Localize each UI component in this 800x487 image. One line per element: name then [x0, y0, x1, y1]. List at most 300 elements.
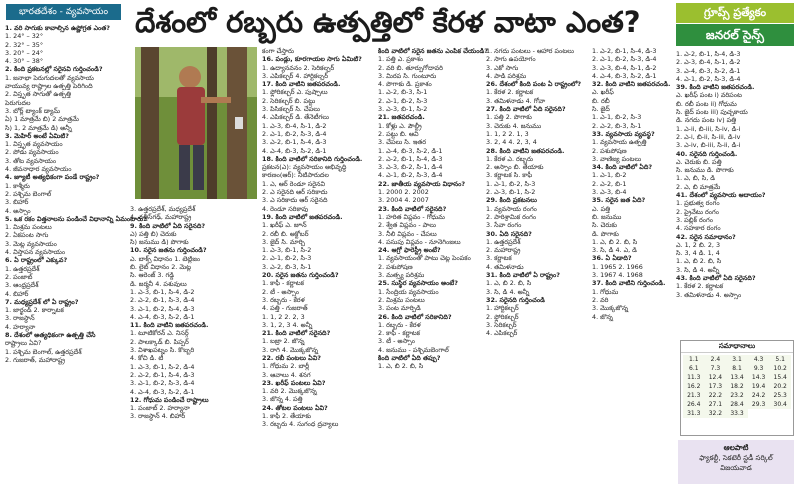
answer-cell: 6.1 [683, 364, 705, 373]
answer-cell: 20.2 [769, 382, 791, 391]
option-line: 4. ఎ-1, బి-2, సి-3, డి-4 [378, 171, 443, 180]
answer-cell: 22.2 [705, 391, 727, 400]
option-line: 1. ఎ, బి 2. బి, సి [676, 257, 722, 266]
option-line: 3. కర్ణాటక సి. కాఫీ [486, 171, 533, 180]
question-line: 39. కింది వాటిని జతపరచండి. [676, 83, 755, 92]
answer-cell: 29.3 [748, 400, 770, 409]
option-line: 4. తమిళనాడు [486, 262, 524, 271]
answer-cell: 11.3 [683, 373, 705, 382]
option-line: 1. ఎ-ii, బి-iii, సి-iv, డి-i [676, 124, 741, 133]
option-line: 2. వరి [592, 295, 609, 304]
option-line: పెరుగుదల [5, 98, 31, 107]
option-line: 2. రబీ బి. అక్టోబర్ [262, 229, 309, 238]
option-line: 2. పంజాబ్ [5, 272, 33, 281]
column-4 [378, 47, 486, 483]
answer-cell: 21.3 [683, 391, 705, 400]
option-line: కంగా చేస్తారు [262, 47, 294, 55]
answer-cell: 10.2 [769, 364, 791, 373]
option-line: ఏ) 1 మాత్రమే బి) 2 మాత్రమే [5, 115, 79, 124]
question-line: 30. ఏది సరైనది? [486, 229, 532, 238]
option-line: 1. కేరళ 2. కర్ణాటక [486, 88, 534, 97]
question-line: 37. కింది వాటిని గుర్తించండి. [592, 279, 666, 288]
column-6 [592, 47, 672, 483]
option-line: 3. నీలి విప్లవం - చేపలు [378, 229, 437, 238]
question-line: 2. కింది ప్రకటనల్లో సరైనవి గుర్తించండి? [5, 65, 103, 74]
option-line: 3. మిరప సి. గుంటూరు [378, 71, 437, 80]
option-line: 2. పారిశ్రామిక రంగం [486, 212, 537, 221]
option-line: 3. రబ్బరు - కేరళ [262, 295, 305, 304]
option-line: 3. విశాఖపట్నం సి. కొబ్బరి [130, 346, 195, 355]
option-line: బి. రబీ [592, 96, 610, 105]
option-line: 1. ఎ-3, బి-1, సి-4, డి-2 [130, 287, 195, 296]
option-line: 1. హరిత విప్లవం - గోధుమ [378, 212, 445, 221]
option-line: 1. నగదు పంటలు - ఆహార పంటలు [486, 47, 574, 55]
option-line: 1. 2000 2. 2002 [378, 188, 429, 197]
option-line: 2. కాఫీ - కర్ణాటక [378, 329, 420, 338]
question-line: 11. కింది వాటిని జతపరచండి. [130, 321, 209, 330]
answer-cell: 15.4 [769, 373, 791, 382]
option-line: 4. జీవనాధార వ్యవసాయం [5, 165, 72, 174]
question-line: 21. కింది వాటిలో సరైనది? [262, 329, 331, 338]
option-line: 3. తోట వ్యవసాయం [5, 156, 57, 165]
option-line: 2. సాగు ఉపయోగం [486, 55, 536, 64]
option-line: 1. వ్యవసాయ ఉత్పత్తి [592, 138, 647, 147]
headline: దేశంలో రబ్బరు ఉత్పత్తిలో కేరళ వాటా ఎంత? [135, 5, 641, 39]
option-line: 1. గోధుమ 2. బార్లీ [262, 362, 310, 371]
option-line: సి. చెరుకు [592, 221, 617, 230]
option-line: 2. టీ - అస్సాం [262, 287, 299, 296]
option-line: 1. విస్తృత వ్యవసాయం [5, 140, 63, 149]
option-line: 1. కేరళ ఎ. రబ్బరు [486, 154, 533, 163]
option-line: 2. ఎ-2, బి-1, సి-4, డి-3 [130, 370, 195, 379]
option-line: 3. కర్ణాటక [486, 254, 512, 263]
option-line: 3. ఎకో సాగు [486, 63, 519, 72]
option-line: 2. విస్తృత సాగుతో ఉత్పత్తి [5, 90, 71, 99]
question-line: 5. ఒక రకం విత్తనాలను పండించే విధానాన్ని ఏమంటారు? [5, 214, 147, 223]
option-line: 1. ఎ-4, బి-3, సి-2, డి-1 [378, 146, 443, 155]
option-line: 3. బిహార్ [5, 198, 29, 207]
option-line: సి. జైద్ [592, 105, 610, 114]
option-line: 1. ఎ, ఆర్ రెండూ సరైనవి [262, 179, 326, 188]
option-line: 1. పత్తి 2. పొగాకు [486, 113, 532, 122]
answer-grid [681, 353, 793, 420]
option-line: 2. శ్వేత విప్లవం - పాలు [378, 221, 437, 230]
option-line: సి) జనుము డి) పొగాకు [130, 238, 189, 247]
option-line: 3. ఎ-iv, బి-iii, సి-ii, డి-i [676, 141, 741, 150]
option-line: 3. ఎ-1, బి-2, సి-3, డి-4 [130, 379, 195, 388]
question-line: 16. పండ్లు, కూరగాయల సాగు ఏమిటి? [262, 55, 362, 64]
question-line: 31. కింది వాటిలో ఏ రాష్ట్రం? [486, 271, 560, 280]
option-line: డి. జర్మనీ 4. పశువులు [130, 279, 187, 288]
question-line: 4. జ్యూటీ అత్యధికంగా పండే రాష్ట్రం? [5, 173, 100, 182]
option-line: 3. తమిళనాడు 4. అస్సాం [676, 290, 742, 299]
author-designation: ఫ్యాకల్టీ, సెకటెరీ స్టడీ సర్కిల్ [699, 454, 773, 462]
question-line: 26. కింది వాటిలో సరికానిది? [378, 312, 452, 321]
option-line: 2. ఎ-3, బి-4, సి-1, డి-2 [676, 58, 741, 67]
option-line: 1. ఎ-1, బి-2, సి-3 [592, 113, 642, 122]
option-line: 1. ప్రభుత్వ రంగం [676, 199, 720, 208]
option-line: 4. 30° – 38° [5, 57, 44, 66]
option-line: 4. హర్యానా [5, 322, 36, 331]
question-line: 43. కింది వాటిలో ఏది సరైనది? [676, 274, 756, 283]
option-line: ఎ. ఖరీఫ్ పంట i) వరిపంట [676, 91, 742, 100]
option-line: 2. పశ్చిమ బెంగాల్ [5, 189, 52, 198]
option-line: 1. ఎ-1, బి-2 [592, 171, 627, 180]
answer-cell: 33.3 [726, 409, 748, 418]
option-line: ఎ. 1, 2 బి. 2, 3 [676, 240, 721, 249]
option-line: 3. పబ్లిక్ రంగం [676, 215, 713, 224]
author-name: ఆలపాటి [723, 443, 749, 452]
question-line: 32. సరైనది గుర్తించండి [486, 295, 545, 304]
option-line: 3. 1, 2, 3 4. అన్నీ [262, 320, 313, 329]
option-line: 3. మత్స్య పరిశ్రమ [378, 271, 425, 280]
option-line: 2. గుజరాత్, మహారాష్ట్ర [5, 355, 66, 364]
author-place: విజయవాడ [720, 464, 752, 472]
option-line: ఎ. ఖరీఫ్ [592, 88, 614, 97]
option-line: 2. అస్సాం బి. తేయాకు [486, 163, 544, 172]
option-line: 3. 1967 4. 1968 [592, 271, 643, 280]
option-line: 4. ఎ-4, బి-3, సి-2, డి-1 [130, 312, 195, 321]
option-line: 4. ఛత్తీస్‌గఢ్, మహారాష్ట్ర [130, 213, 192, 222]
option-line: 2. ఎ-2, బి-1, సి-4, డి-3 [378, 154, 443, 163]
question-line: 23. ఖరీఫ్ పంటలు ఏవి? [262, 378, 326, 387]
question-line: 40. సరైనది గుర్తించండి. [676, 149, 738, 158]
option-line: 3. వాణిజ్య పంటలు [592, 154, 642, 163]
option-line: 3. రాజస్థాన్ [5, 314, 35, 323]
option-line: 4. జొన్న [592, 312, 613, 321]
option-line: 2. మిశ్రమ పంటలు [378, 295, 425, 304]
option-line: 3. సి, డి 4. అన్నీ [486, 287, 530, 296]
option-line: 1. సేంద్రియ వ్యవసాయం [378, 287, 439, 296]
option-line: 4. రెండూ సరికావు [262, 204, 309, 213]
answer-cell: 26.4 [683, 400, 705, 409]
option-line: 3. ఎ-3, బి-4 [592, 188, 627, 197]
option-line: 3. పంట మార్పిడి [378, 304, 421, 313]
option-line: 3. చెరుకు 4. జనుము [486, 121, 542, 130]
option-line: 3. ఎ-2, బి-3, సి-1 [262, 262, 312, 271]
option-line: 2. ఎ-1, బి-2, సి-3 [262, 254, 312, 263]
option-line: ఎ) పత్తి బి) చెరుకు [130, 229, 177, 238]
option-line: 4. ఎపికల్చర్ డి. తేనెటీగలు [262, 113, 330, 122]
question-line: 22. జాతీయ వ్యవసాయ విధానం? [378, 179, 466, 188]
answer-cell: 8.1 [726, 364, 748, 373]
answer-cell: 28.4 [726, 400, 748, 409]
option-line: 1. ఎ, బి 2. బి, సి [486, 279, 532, 288]
option-line: 2. ఎ-2, బి-1, సి-3, డి-4 [130, 296, 195, 305]
option-line: 4. కోచి డి. టీ [130, 354, 164, 363]
option-line: 1. ఎ-3, బి-1, సి-2 [262, 246, 312, 255]
option-line: 1. పశ్చిమ బెంగాల్, ఉత్తరప్రదేశ్ [5, 347, 82, 356]
option-line: 1. జనాభా పెరుగుదలతో వ్యవసాయ [5, 73, 94, 82]
option-line: 1. ఉత్తరప్రదేశ్ [5, 264, 40, 273]
question-line: 3. మెహిర్ అంటే ఏమిటి? [5, 131, 69, 140]
option-line: 3. సి, డి 4. ఎ, డి [592, 246, 637, 255]
option-line: 3. ఉత్తరప్రదేశ్, మధ్యప్రదేశ్ [130, 205, 196, 213]
answer-cell: 27.1 [705, 400, 727, 409]
answer-cell: 13.4 [726, 373, 748, 382]
question-line: 12. గోధుమ పండించే రాష్ట్రాలు [130, 395, 209, 404]
option-line: ఎ. బాక్స్ విధానం 1. టెట్లిజం [130, 254, 201, 263]
answer-cell: 19.4 [748, 382, 770, 391]
question-line: 25. సుస్థిర వ్యవసాయం అంటే? [378, 279, 458, 288]
option-line: 4. విస్తాపన వ్యవసాయం [5, 248, 66, 257]
answer-key-title: సమాధానాలు [681, 341, 793, 353]
question-line: 36. ఏ ఏడాది? [592, 254, 632, 263]
option-line: 1. కాఫీ - కర్ణాటక [262, 279, 304, 288]
option-line: డి. పొగాకు [592, 229, 619, 238]
question-line: 6. ఏ రాష్ట్రంలో ఎక్కువ? [5, 256, 68, 265]
question-line: 35. సరైన జత ఏది? [592, 196, 646, 205]
option-line: 3. సి, డి 4. అన్నీ [676, 265, 720, 274]
answer-cell: 2.4 [705, 355, 727, 364]
option-line: 3. మెట్ల వ్యవసాయం [5, 239, 57, 248]
option-line: 2. పాలక్కాడ్ బి. పిప్పర్ [130, 337, 189, 346]
option-line: 3. 2004 4. 2007 [378, 196, 429, 205]
option-line: 2. ఎ-3, బి-1, సి-2 [486, 188, 536, 197]
option-line: 2. వరి బి. తూర్పుగోదావరి [378, 63, 443, 72]
question-line: 24. ఆగ్రో ఫారెస్ట్రీ అంటే? [378, 246, 441, 255]
option-line: 1. ఎ-2, బి-1, సి-4, డి-3 [676, 50, 741, 58]
question-line: 21. జతపరచండి. [378, 113, 425, 122]
question-line: 42. సరైన సమాధానం? [676, 232, 736, 241]
option-line: 3. పిసికల్చర్ సి. చేపలు [262, 105, 321, 114]
option-line: 1. కోళ్లు ఎ. పౌల్ట్రీ [378, 121, 422, 130]
option-line: 3. ఎపికల్చర్ 4. హార్టికల్చర్ [262, 71, 329, 80]
answer-cell: 4.3 [748, 355, 770, 364]
option-line: 1. ఎ-3, బి-4, సి-1, డి-2 [262, 121, 327, 130]
question-line: 9. కింది వాటిలో ఏది సరైనది? [130, 221, 206, 230]
option-line: 1. ఖరీఫ్ ఎ. జూన్ [262, 221, 307, 230]
option-line: 1. కాఫీ 2. తేయాకు [262, 412, 312, 421]
option-line: 1. ఎ, బి 2. బి, సి [378, 362, 424, 371]
option-line: సి. జైద్ పంట iii) పుచ్చకాయ [676, 108, 748, 117]
question-line: 29. కింది ప్రకటనలు [486, 196, 537, 205]
option-line: 4. ఎ-1, బి-2, సి-3, డి-4 [676, 74, 741, 83]
option-line: 3. 2, 4 4. 2, 3, 4 [486, 138, 537, 147]
option-line: ఎ. చెరుకు బి. పత్తి [676, 157, 722, 166]
option-line: రాష్ట్రాలు ఏవి? [5, 339, 42, 348]
question-line: 20. సరైన జతను గుర్తించండి? [262, 271, 339, 280]
option-line: 4. జనుము - పశ్చిమబెంగాల్ [378, 345, 449, 354]
option-line: 1. ఉద్యానవనం 2. సెరికల్చర్ [262, 63, 335, 72]
answer-cell: 14.3 [748, 373, 770, 382]
question-line: 7. మధ్యప్రదేశ్ లో ఏ రాష్ట్రం? [5, 297, 79, 306]
option-line: 2. ఫ్లోరికల్చర్ [486, 312, 519, 321]
option-line: 2. ఎ-2, బి-1 [592, 179, 627, 188]
option-line: 3. సేవా రంగం [486, 221, 522, 230]
option-line: 2. ఎ సరైనది ఆర్ సరికాదు [262, 188, 328, 197]
answer-cell: 12.4 [705, 373, 727, 382]
option-line: 3. రాజస్థాన్ 4. బిహార్ [130, 412, 186, 421]
option-line: 4. ఎపికల్చర్ [486, 329, 518, 338]
section-tag: భారతదేశం - వ్యవసాయం [6, 4, 121, 20]
option-line: డి. నగదు పంట iv) పత్తి [676, 116, 737, 125]
question-line: 26. దేశంలో కింది పంట ఏ రాష్ట్రంలో? [486, 80, 582, 89]
option-line: 1. కేరళ 2. కర్ణాటక [676, 282, 724, 291]
question-line: 17. కింది వాటిని జతపరచండి. [262, 80, 341, 89]
question-line: 41. దేశంలో వ్యవసాయ ఆదాయం? [676, 191, 766, 200]
option-line: 2. ఏకపంట సాగు [5, 231, 49, 240]
answer-cell: 32.2 [705, 409, 727, 418]
option-line: 1. ఎ-3, బి-1, సి-2, డి-4 [130, 362, 195, 371]
answer-cell: 1.1 [683, 355, 705, 364]
option-line: 1. ఎ, బి, సి, డి [676, 174, 716, 183]
option-line: 3. రాగి 4. మొక్కజొన్న [262, 345, 319, 354]
option-line: 1. ఉత్తరప్రదేశ్ [486, 237, 521, 246]
option-line: 1. టూటికోరన్ ఎ. నిసర్గ్ [130, 329, 189, 338]
question-line: కింది వాటిలో సరైన జతను ఎంపిక చేయండి? [378, 47, 488, 55]
option-line: 1. 1, 2 2. 2, 3 [262, 312, 305, 321]
option-line: 3. బోర్ల్ ట్యాంక్ డ్యామ్ [5, 106, 61, 115]
column-3 [262, 47, 374, 483]
question-line: 24. తోటల పంటలు ఏవి? [262, 403, 328, 412]
question-line: 23. కింది వాటిలో సరైనది? [378, 204, 447, 213]
option-line: 1. రబ్బరు - కేరళ [378, 320, 421, 329]
option-line: 2. మహారాష్ట్ర [486, 246, 521, 255]
answer-key [680, 340, 794, 436]
option-line: 1. పంజాబ్ 2. హర్యానా [130, 404, 190, 413]
option-line: 4. పాడి పరిశ్రమ [486, 71, 527, 80]
question-line: 10. సరైన జతను గుర్తించండి? [130, 246, 207, 255]
option-line: 1. హార్టికల్చర్ [486, 304, 519, 313]
rubber-tapping-photo [135, 47, 257, 199]
option-line: 1. ఫ్లోరికల్చర్ ఎ. పుష్పాలు [262, 88, 328, 97]
option-line: బి. జనుము [592, 212, 622, 221]
answer-cell: 23.2 [726, 391, 748, 400]
answer-cell: 3.1 [726, 355, 748, 364]
option-line: 3. సెరికల్చర్ [486, 320, 517, 329]
option-line: 3. టీ - అస్సాం [378, 337, 415, 346]
side-header-groups: గ్రూప్స్ ప్రత్యేకం [676, 3, 794, 23]
option-line: 3. 20° – 24° [5, 48, 44, 57]
option-line: 1. ఎ-2, బి-3, సి-1 [378, 88, 428, 97]
answer-cell: 18.2 [726, 382, 748, 391]
answer-cell: 17.3 [705, 382, 727, 391]
option-line: 1. వ్యవసాయంతో పాటు చెట్ల పెంపకం [378, 254, 471, 263]
option-line: 4. బిహార్ [5, 289, 29, 298]
option-line: 2. పశుపోషణ [378, 262, 413, 271]
option-line: 2. పశుపోషణ [592, 146, 627, 155]
option-line: 4. అస్సాం [5, 206, 31, 215]
option-line: వాయువ్య రాష్ట్రాల ఉత్పత్తి పెరిగింది [5, 82, 93, 91]
option-line: 4. ఎ-4, బి-3, సి-2, డి-1 [130, 387, 195, 396]
option-line: 3. ఎ-3, బి-2, సి-1, డి-4 [378, 163, 443, 172]
option-line: 3. మొక్కజొన్న [592, 304, 629, 313]
question-line: 8. దేశంలో అత్యధికంగా ఉత్పత్తి చేసే [5, 330, 96, 339]
answer-cell: 16.2 [683, 382, 705, 391]
answer-cell: 30.4 [769, 400, 791, 409]
option-line: 1. జార్ఖండ్ 2. కార్నాటక [5, 306, 64, 315]
question-line: 1. వరి సాగుకు కావాల్సిన ఉష్ణోగ్రత ఎంత? [5, 24, 110, 32]
answer-cell: 31.3 [683, 409, 705, 418]
answer-cell: 9.3 [748, 364, 770, 373]
option-line: 1. ఎ, బి 2. బి, సి [592, 237, 638, 246]
option-line: 2. ఎ-i, బి-ii, సి-iii, డి-iv [676, 132, 741, 141]
option-line: 3. ఎ-1, బి-2, సి-4, డి-3 [130, 304, 195, 313]
option-line: కారణం(ఆర్): నీటిపారుదల [262, 171, 329, 180]
option-line: 1. ఎ-1, బి-2, సి-3 [486, 179, 536, 188]
question-line: 32. కింది వాటిని జతపరచండి. [592, 80, 671, 89]
option-line: 2. సెరికల్చర్ బి. పట్టు [262, 96, 316, 105]
option-line: సి. జనుము డి. పొగాకు [676, 166, 734, 175]
option-line: 1. వ్యవసాయ రంగం [486, 204, 537, 213]
option-line: 2. ఎ-1, బి-2, సి-3 [378, 96, 428, 105]
option-line: సి. ఆరెంజ్ 3. గడ్డి [130, 271, 174, 280]
option-line: 1. కాశ్మీరు [5, 181, 30, 190]
column-7 [676, 50, 794, 340]
option-line: 1. పత్తి ఎ. ప్రకాశం [378, 55, 424, 64]
answer-cell: 7.3 [705, 364, 727, 373]
option-line: 2. ఎ-1, బి-2, సి-3, డి-4 [262, 129, 327, 138]
option-line: 3. ఆవాలు 4. శనగ [262, 370, 311, 379]
option-line: బి. రబీ పంట ii) గోధుమ [676, 99, 737, 108]
answer-cell: 5.1 [769, 355, 791, 364]
option-line: 3. జైద్ సి. మార్చి [262, 237, 305, 246]
option-line: 4. పొగాకు డి. ప్రకాశం [378, 80, 432, 89]
question-line: 22. రబీ పంటలు ఏవి? [262, 353, 321, 362]
option-line: 2. ప్రైవేటు రంగం [676, 207, 719, 216]
option-line: 3. ఎ-2, బి-1, సి-4, డి-3 [262, 138, 327, 147]
option-line: 4. పత్తి - గుజరాత్ [262, 304, 308, 313]
option-line: 4. సహకార రంగం [676, 224, 721, 233]
option-line: ఎ. పత్తి [592, 204, 611, 213]
option-line: 3. రబ్బరు 4. సుగంధ ద్రవ్యాలు [262, 420, 339, 429]
option-line: 3. ఎ-3, బి-4, సి-1, డి-2 [592, 63, 657, 72]
option-line: 3. ఎ-4, బి-3, సి-2, డి-1 [676, 66, 741, 75]
option-line: బి. లైట్ విధానం 2. మెట్ల [130, 263, 192, 272]
option-line: 3. తమిళనాడు 4. గోవా [486, 96, 546, 105]
question-line: 28. కింది వాటిని జతపరచండి. [486, 146, 565, 155]
question-line: 34. కింది వాటిలో ఏది? [592, 163, 653, 172]
author-box [678, 440, 794, 484]
option-line: 1. వరి 2. మొక్కజొన్న [262, 387, 317, 396]
option-line: 3. ఆంధ్రప్రదేశ్ [5, 281, 39, 290]
option-line: ప్రకటన(ఎ): వ్యవసాయం అభివృద్ధి [262, 163, 347, 172]
option-line: 1. మిశ్రమ పంటలు [5, 223, 52, 232]
option-line: 3. చేపలు సి. ఇతర [378, 138, 427, 147]
column-5 [486, 47, 588, 483]
option-line: 1. 1, 2 2. 1, 3 [486, 129, 529, 138]
option-line: 2. ఎ-1, బి-2, సి-3, డి-4 [592, 55, 657, 64]
option-line: 2. ఎ, బి మాత్రమే [676, 182, 721, 191]
option-line: 2. పోడు వ్యవసాయం [5, 148, 59, 157]
option-line: 4. పసుపు విప్లవం - నూనెగింజలు [378, 237, 461, 246]
question-line: 33. వ్యవసాయ వ్యవస్థ? [592, 129, 655, 138]
option-line: 2. 32° – 35° [5, 40, 44, 49]
option-line: 3. జొన్న 4. పత్తి [262, 395, 303, 404]
answer-cell: 24.2 [748, 391, 770, 400]
question-line: 19. కింది వాటిలో జతపరచండి. [262, 212, 343, 221]
option-line: 2. పట్టు బి. ఆవి [378, 129, 419, 138]
option-line: 4. ఎ-4, బి-3, సి-2, డి-1 [592, 71, 657, 80]
option-line: 3. ఎ సరికాదు ఆర్ సరైనది [262, 196, 328, 205]
question-line: 27. కింది వాటిలో ఏది సరైనది? [486, 105, 566, 114]
option-line: సి) 1, 2 మాత్రమే డి) అన్నీ [5, 123, 72, 132]
option-line: 1. బజ్రా 2. జొన్న [262, 337, 305, 346]
option-line: 1. 24° – 32° [5, 32, 44, 41]
option-line: 1. ఎ-2, బి-1, సి-4, డి-3 [592, 47, 657, 55]
option-line: 2. ఎ-2, బి-3, సి-1 [592, 121, 642, 130]
option-line: 1. గోధుమ [592, 287, 619, 296]
question-line: 18. కింది వాటిలో సరికానిది గుర్తించండి. [262, 154, 363, 163]
column-2 [130, 205, 246, 485]
option-line: 1. 1965 2. 1966 [592, 262, 643, 271]
answer-cell: 25.3 [769, 391, 791, 400]
question-line: కింది వాటిలో ఏది తప్పు? [378, 353, 441, 362]
side-header-general-science: జనరల్ సైన్స్ [676, 24, 794, 46]
option-line: 4. ఎ-4, బి-3, సి-2, డి-1 [262, 146, 327, 155]
option-line: 3. ఎ-3, బి-1, సి-2 [378, 105, 428, 114]
